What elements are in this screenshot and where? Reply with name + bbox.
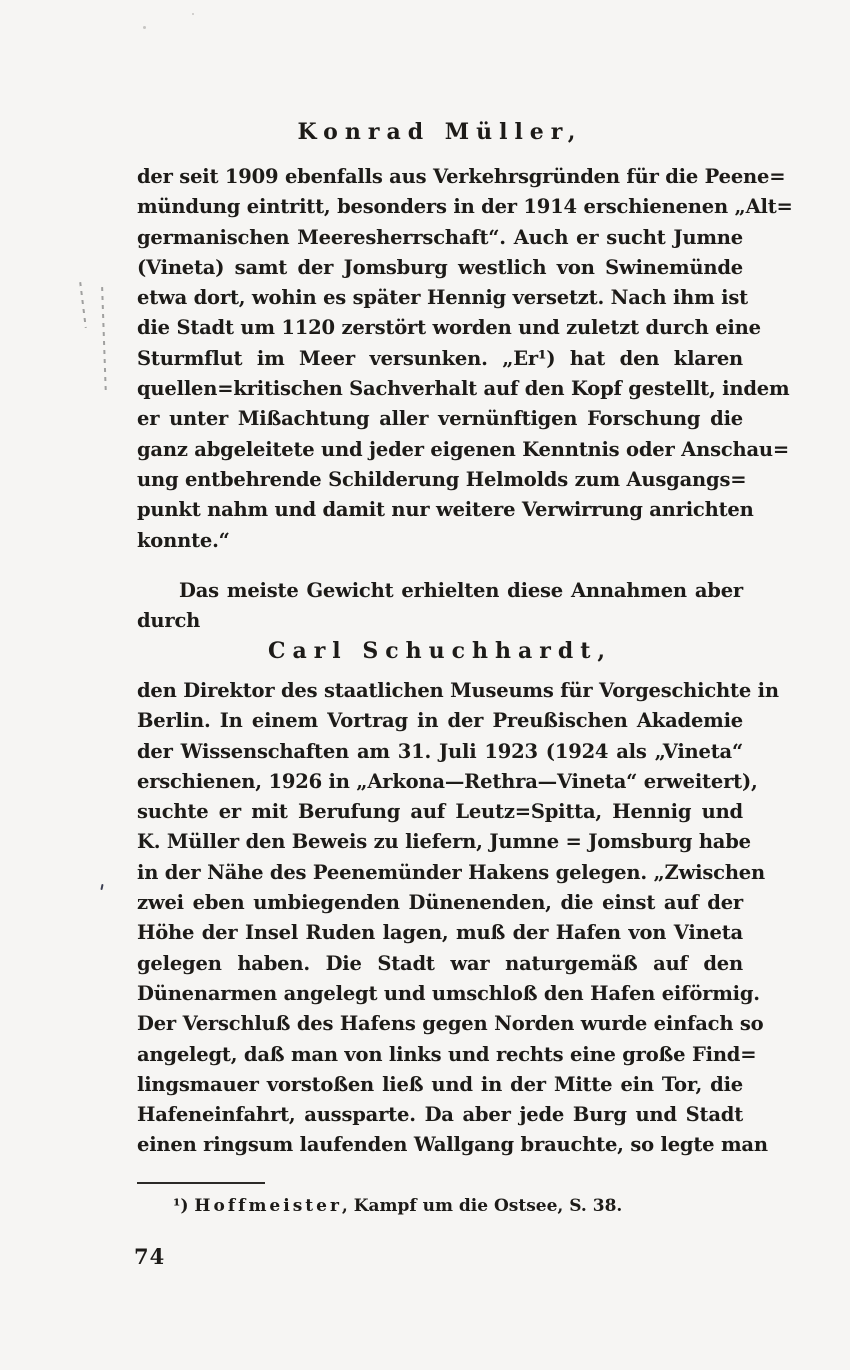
body-line: ung entbehrende Schilderung Helmolds zum Ausgangs= bbox=[137, 467, 747, 491]
footnote-separator-rule bbox=[137, 1182, 265, 1184]
scan-speck bbox=[143, 26, 146, 29]
page-number: 74 bbox=[134, 1244, 166, 1269]
body-line: quellen=kritischen Sachverhalt auf den Kopf gestellt, indem bbox=[137, 377, 790, 401]
footnote-author: Hoffmeister bbox=[194, 1196, 342, 1216]
body-line: er unter Mißachtung aller vernünftigen Forschung die bbox=[137, 407, 743, 431]
body-line: Höhe der Insel Ruden lagen, muß der Hafen von Vineta bbox=[137, 921, 743, 945]
body-line: lingsmauer vorstoßen ließ und in der Mitte ein Tor, die bbox=[137, 1072, 743, 1096]
margin-ink-dot bbox=[100, 884, 103, 890]
body-line: den Direktor des staatlichen Museums für Vorgeschichte in bbox=[137, 679, 779, 702]
margin-pencil-mark bbox=[79, 282, 87, 328]
body-line: germanischen Meeresherrschaft“. Auch er sucht Jumne bbox=[137, 225, 743, 249]
body-line: Hafeneinfahrt, aussparte. Da aber jede Burg und Stadt bbox=[137, 1103, 743, 1127]
scan-speck bbox=[192, 13, 194, 15]
body-line: durch bbox=[137, 609, 201, 633]
body-line: zwei eben umbiegenden Dünenenden, die einst auf der bbox=[137, 891, 743, 915]
section-heading-carl-schuchhardt: Carl Schuchhardt, bbox=[267, 638, 613, 664]
body-line: ganz abgeleitete und jeder eigenen Kenntnis oder Anschau= bbox=[137, 437, 790, 461]
paragraph-konrad-mueller bbox=[137, 162, 793, 556]
body-line: konnte.“ bbox=[137, 528, 230, 552]
body-line: suchte er mit Berufung auf Leutz=Spitta, Hennig und bbox=[137, 800, 743, 824]
body-line: etwa dort, wohin es später Hennig versetzt. Nach ihm ist bbox=[137, 286, 748, 310]
section-heading-konrad-mueller: Konrad Müller, bbox=[297, 119, 583, 145]
body-line: Dünenarmen angelegt und umschloß den Hafen eiförmig. bbox=[137, 981, 760, 1005]
body-line: die Stadt um 1120 zerstört worden und zuletzt durch eine bbox=[137, 316, 761, 340]
body-line: der seit 1909 ebenfalls aus Verkehrsgründen für die Peene= bbox=[137, 165, 786, 188]
body-line: K. Müller den Beweis zu liefern, Jumne = Jomsburg habe bbox=[137, 830, 751, 854]
body-line: punkt nahm und damit nur weitere Verwirrung anrichten bbox=[137, 498, 754, 522]
body-line: Sturmflut im Meer versunken. „Er¹) hat den klaren bbox=[137, 346, 743, 370]
body-line: in der Nähe des Peenemünder Hakens gelegen. „Zwischen bbox=[137, 860, 765, 884]
body-line: Berlin. In einem Vortrag in der Preußischen Akademie bbox=[137, 709, 743, 733]
paragraph-transition bbox=[137, 576, 743, 637]
body-line: erschienen, 1926 in „Arkona—Rethra—Vineta“ erweitert), bbox=[137, 769, 758, 793]
body-line: angelegt, daß man von links und rechts eine große Find= bbox=[137, 1042, 757, 1066]
body-line: Der Verschluß des Hafens gegen Norden wurde einfach so bbox=[137, 1012, 764, 1036]
margin-pencil-mark bbox=[101, 287, 107, 395]
footnote bbox=[137, 1196, 743, 1216]
body-line: (Vineta) samt der Jomsburg westlich von Swinemünde bbox=[137, 255, 743, 279]
footnote-text: , Kampf um die Ostsee, S. 38. bbox=[341, 1196, 623, 1216]
body-line: Das meiste Gewicht erhielten diese Annahmen aber bbox=[179, 579, 743, 602]
body-line: gelegen haben. Die Stadt war naturgemäß auf den bbox=[137, 951, 743, 975]
paragraph-carl-schuchhardt bbox=[137, 676, 779, 1161]
body-line: einen ringsum laufenden Wallgang brauchte, so legte man bbox=[137, 1133, 768, 1157]
footnote-marker: ¹) bbox=[173, 1196, 195, 1216]
body-line: mündung eintritt, besonders in der 1914 erschienenen „Alt= bbox=[137, 195, 793, 219]
body-line: der Wissenschaften am 31. Juli 1923 (1924 als „Vineta“ bbox=[137, 739, 743, 763]
